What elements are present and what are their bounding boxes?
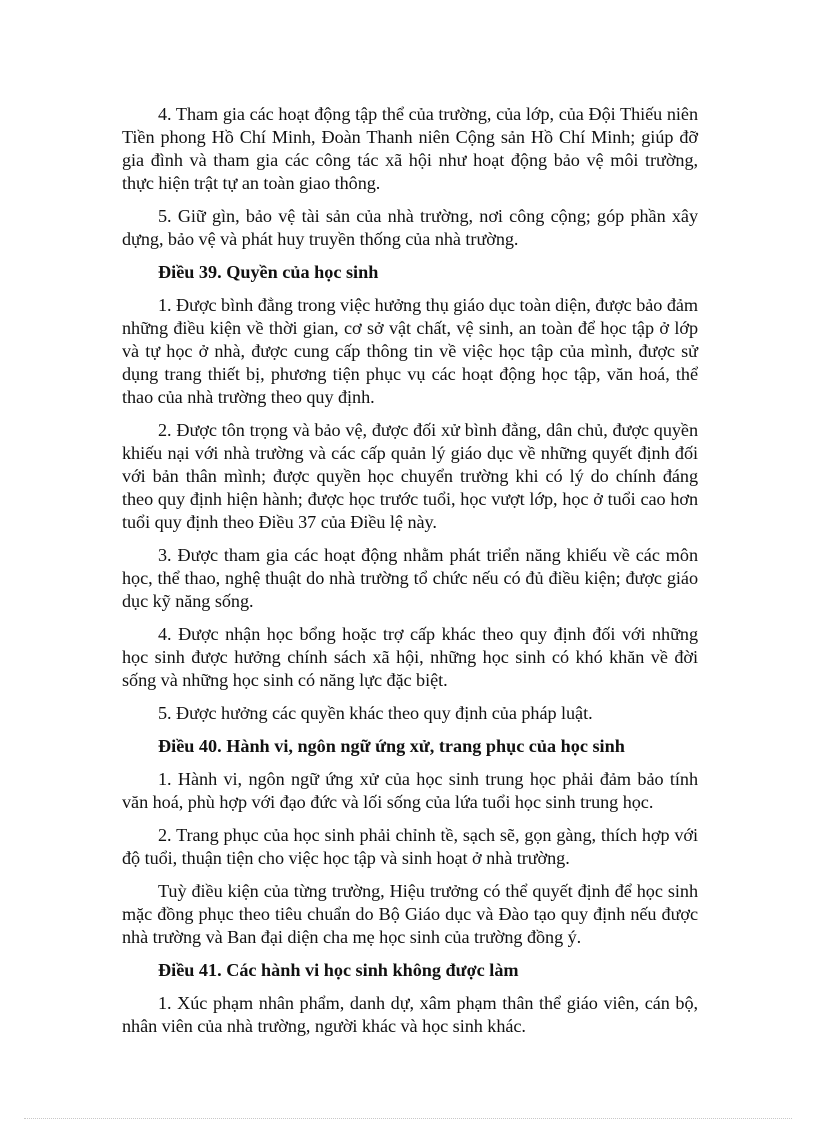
paragraph-article-38-item-5: 5. Giữ gìn, bảo vệ tài sản của nhà trường, nơi công cộng; góp phần xây dựng, bảo vệ và phát huy truyền thống của nhà trường. <box>122 206 698 249</box>
paragraph-article-40-item-2: 2. Trang phục của học sinh phải chỉnh tề, sạch sẽ, gọn gàng, thích hợp với độ tuổi, thuận tiện cho việc học tập và sinh hoạt ở nhà trường. <box>122 825 698 868</box>
paragraph-article-41-item-1: 1. Xúc phạm nhân phẩm, danh dự, xâm phạm thân thể giáo viên, cán bộ, nhân viên của nhà trường, người khác và học sinh khác. <box>122 993 698 1036</box>
paragraph-article-39-item-1: 1. Được bình đẳng trong việc hưởng thụ giáo dục toàn diện, được bảo đảm những điều kiện về thời gian, cơ sở vật chất, vệ sinh, an toàn để học tập ở lớp và tự học ở nhà, được cung cấp thông tin về việc học tập của mình, được sử dụng trang thiết bị, phương tiện phục vụ các hoạt động học tập, văn hoá, thể thao của nhà trường theo quy định. <box>122 295 698 407</box>
heading-article-41: Điều 41. Các hành vi học sinh không được làm <box>158 960 519 980</box>
paragraph-article-40-item-1: 1. Hành vi, ngôn ngữ ứng xử của học sinh trung học phải đảm bảo tính văn hoá, phù hợp với đạo đức và lối sống của lứa tuổi học sinh trung học. <box>122 769 698 812</box>
page-bottom-divider <box>24 1118 792 1119</box>
heading-article-39: Điều 39. Quyền của học sinh <box>158 262 379 282</box>
document-page <box>122 103 698 1048</box>
paragraph-article-39-item-2: 2. Được tôn trọng và bảo vệ, được đối xử bình đẳng, dân chủ, được quyền khiếu nại với nhà trường và các cấp quản lý giáo dục về những quyết định đối với bản thân mình; được quyền học chuyển trường khi có lý do chính đáng theo quy định hiện hành; được học trước tuổi, học vượt lớp, học ở tuổi cao hơn tuổi quy định theo Điều 37 của Điều lệ này. <box>122 420 698 532</box>
paragraph-article-38-item-4: 4. Tham gia các hoạt động tập thể của trường, của lớp, của Đội Thiếu niên Tiền phong Hồ Chí Minh, Đoàn Thanh niên Cộng sản Hồ Chí Minh; giúp đỡ gia đình và tham gia các công tác xã hội như hoạt động bảo vệ môi trường, thực hiện trật tự an toàn giao thông. <box>122 104 698 193</box>
paragraph-article-39-item-5: 5. Được hưởng các quyền khác theo quy định của pháp luật. <box>158 703 593 723</box>
paragraph-article-40-uniform: Tuỳ điều kiện của từng trường, Hiệu trưởng có thể quyết định để học sinh mặc đồng phục theo tiêu chuẩn do Bộ Giáo dục và Đào tạo quy định nếu được nhà trường và Ban đại diện cha mẹ học sinh của trường đồng ý. <box>122 881 698 947</box>
paragraph-article-39-item-4: 4. Được nhận học bổng hoặc trợ cấp khác theo quy định đối với những học sinh được hưởng chính sách xã hội, những học sinh có khó khăn về đời sống và những học sinh có năng lực đặc biệt. <box>122 624 698 690</box>
paragraph-article-39-item-3: 3. Được tham gia các hoạt động nhằm phát triển năng khiếu về các môn học, thể thao, nghệ thuật do nhà trường tổ chức nếu có đủ điều kiện; được giáo dục kỹ năng sống. <box>122 545 698 611</box>
heading-article-40: Điều 40. Hành vi, ngôn ngữ ứng xử, trang phục của học sinh <box>158 736 625 756</box>
